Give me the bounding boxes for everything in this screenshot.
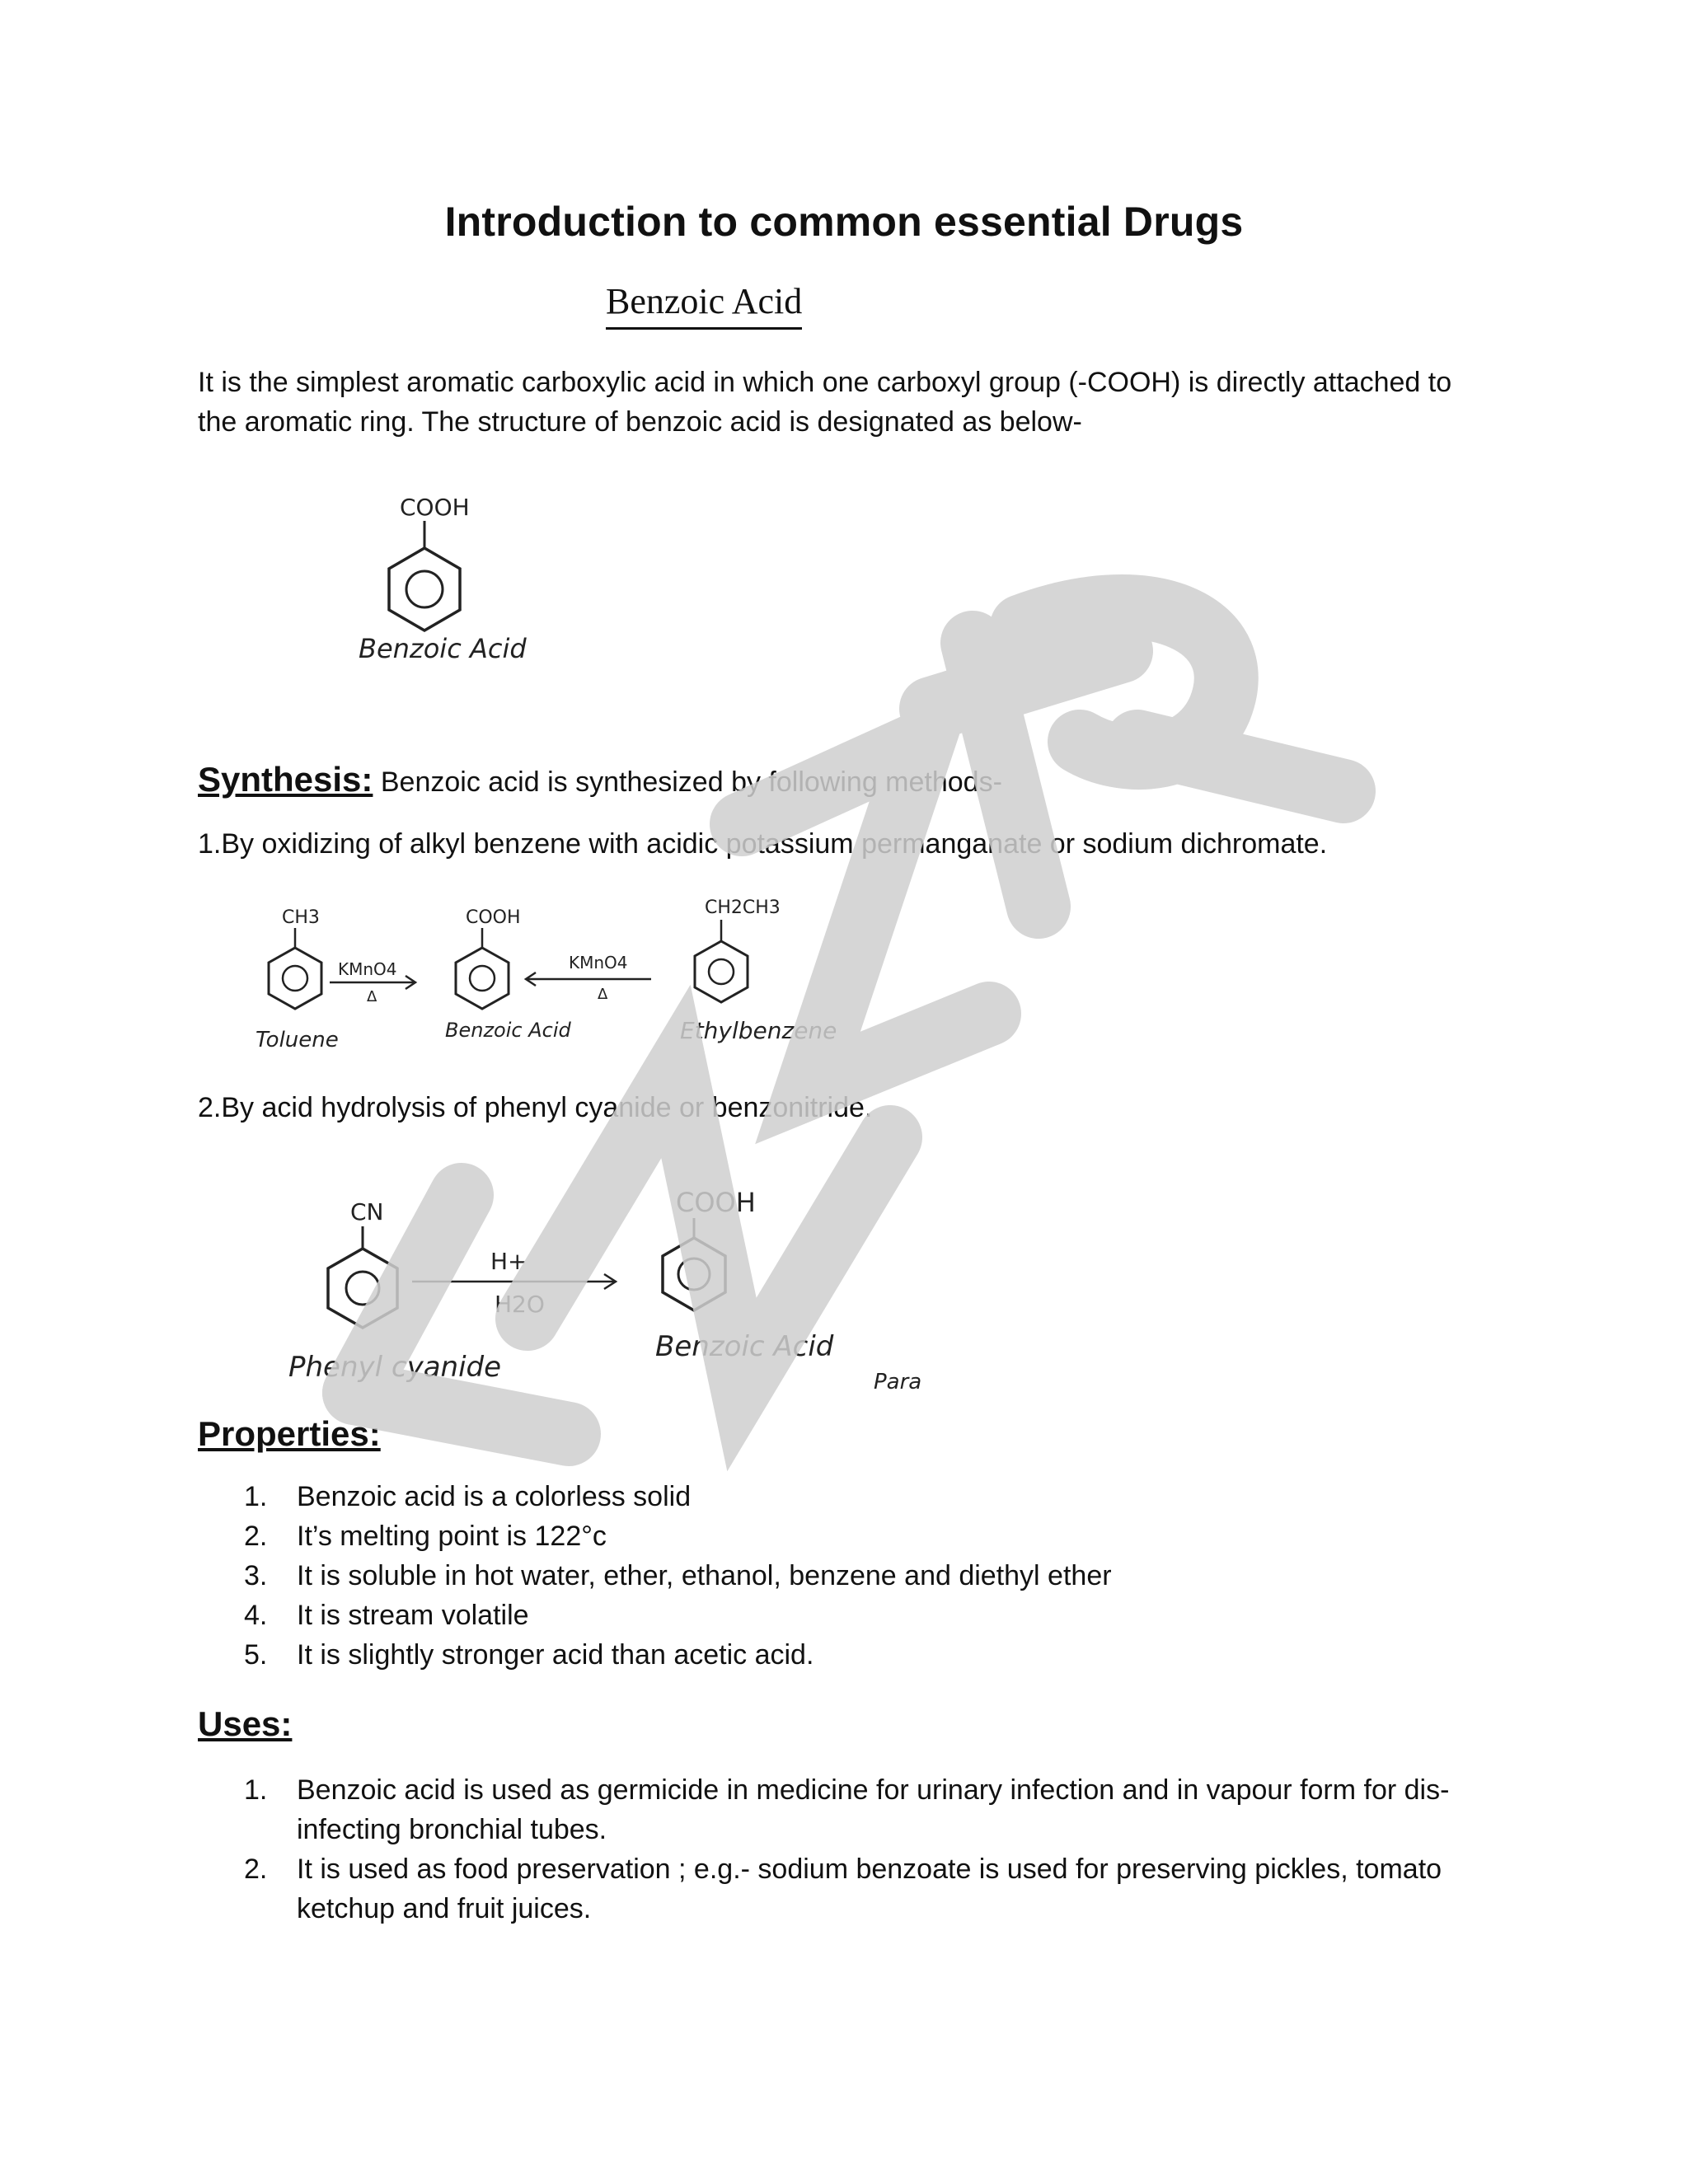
product-group-label: COOH xyxy=(466,907,521,928)
product-cooh-label: COOH xyxy=(676,1187,756,1218)
benzoic-acid-structure xyxy=(346,486,610,684)
synthesis-heading: Synthesis: xyxy=(198,760,373,799)
page-fragment: Para xyxy=(874,1370,922,1394)
phenyl-cyanide-ring xyxy=(328,1249,397,1328)
cooh-label: COOH xyxy=(400,494,470,521)
product-benzoic-name: Benzoic Acid xyxy=(655,1330,834,1363)
list-item: 2. It’s melting point is 122°c xyxy=(244,1521,607,1552)
benzoic-acid-caption: Benzoic Acid xyxy=(359,633,527,664)
list-item: 3. It is soluble in hot water, ether, ethanol, benzene and diethyl ether xyxy=(244,1560,1112,1591)
cn-group-label: CN xyxy=(350,1198,384,1226)
toluene-group-label: CH3 xyxy=(282,907,320,928)
left-heat: Δ xyxy=(367,988,377,1005)
list-item: 1. Benzoic acid is used as germicide in medicine for urinary infection and in vapour form for dis-infecting bronchial tubes. xyxy=(244,1774,1450,1845)
right-reagent: KMnO4 xyxy=(569,953,628,972)
intro-paragraph: It is the simplest aromatic carboxylic acid in which one carboxyl group (-COOH) is directly attached to the aromatic ring. The structure of benzoic acid is designated as below- xyxy=(198,367,1452,438)
right-heat: Δ xyxy=(598,986,608,1003)
hydrolysis-reaction-diagram xyxy=(272,1170,973,1409)
phenyl-cyanide-name: Phenyl cyanide xyxy=(288,1351,502,1384)
toluene-ring xyxy=(269,948,321,1009)
list-item: 2. It is used as food preservation ; e.g.- sodium benzoate is used for preserving pickles, tomato ketchup and fruit juices. xyxy=(244,1854,1442,1924)
uses-heading: Uses: xyxy=(198,1704,293,1743)
uses-list xyxy=(198,1770,1484,1929)
section-subtitle: Benzoic Acid xyxy=(606,280,802,330)
method-1: 1.By oxidizing of alkyl benzene with acidic potassium permanganate or sodium dichromate. xyxy=(198,828,1328,860)
synthesis-line xyxy=(198,760,1484,802)
left-reagent: KMnO4 xyxy=(338,959,397,979)
product-name: Benzoic Acid xyxy=(445,1019,571,1042)
ethylbenzene-name: Ethylbenzene xyxy=(680,1017,837,1044)
reagent-top: H+ xyxy=(490,1248,528,1275)
ethyl-group-label: CH2CH3 xyxy=(705,898,781,918)
product-ring xyxy=(456,948,509,1009)
benzene-ring xyxy=(389,548,460,630)
method-2: 2.By acid hydrolysis of phenyl cyanide or benzonitride. xyxy=(198,1092,873,1123)
product-benzoic-ring xyxy=(663,1238,725,1310)
properties-heading: Properties: xyxy=(198,1414,381,1453)
list-item: 5. It is slightly stronger acid than acetic acid. xyxy=(244,1639,814,1671)
synthesis-text: Benzoic acid is synthesized by following methods- xyxy=(380,766,1002,798)
oxidation-reaction-diagram xyxy=(231,890,890,1071)
properties-list xyxy=(198,1477,1484,1675)
list-item: 4. It is stream volatile xyxy=(244,1600,529,1631)
reagent-bottom: H2O xyxy=(495,1291,545,1318)
ethylbenzene-ring xyxy=(695,941,748,1002)
list-item: 1. Benzoic acid is a colorless solid xyxy=(244,1481,692,1512)
toluene-name: Toluene xyxy=(256,1028,339,1052)
page-title: Introduction to common essential Drugs xyxy=(444,199,1244,245)
